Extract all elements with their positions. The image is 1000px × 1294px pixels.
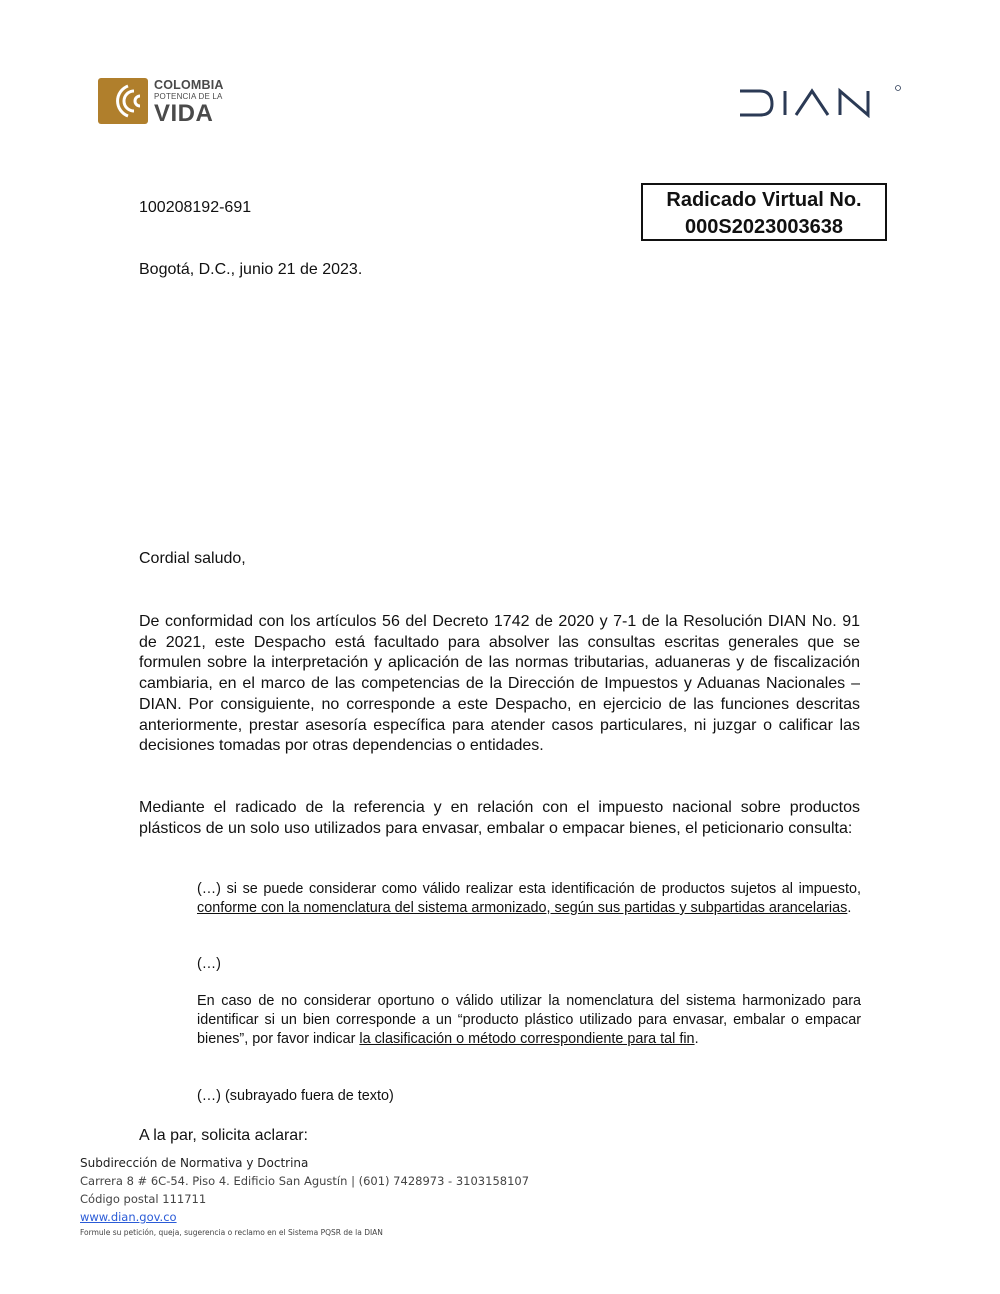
footer-address: Carrera 8 # 6C-54. Piso 4. Edificio San Agustín | (601) 7428973 - 3103158107 (80, 1174, 530, 1188)
logo-text-colombia: COLOMBIA (154, 78, 224, 92)
logo-text-vida: VIDA (154, 100, 214, 127)
quote-1-text: (…) si se puede considerar como válido realizar esta identificación de productos sujetos al impuesto, (197, 881, 861, 897)
logo-text-potencia: POTENCIA DE LA (154, 92, 223, 101)
quote-3-underlined: la clasificación o método correspondiente para tal fin (359, 1031, 695, 1047)
quote-3-text: En caso de no considerar oportuno o válido utilizar la nomenclatura del sistema harmonizado para identificar si un bien corresponde a un “producto plástico utilizado para envasar, embalar o empacar bienes”, por favor indicar (197, 993, 861, 1047)
quote-3-end: . (694, 1031, 699, 1047)
salutation: Cordial saludo, (139, 550, 246, 567)
footer-postal-code: Código postal 111711 (80, 1192, 207, 1206)
dian-logo (738, 84, 903, 118)
colombia-potencia-de-la-vida-logo (98, 76, 238, 128)
radicado-number: 000S2023003638 (685, 216, 843, 238)
paragraph-consultation: Mediante el radicado de la referencia y en relación con el impuesto nacional sobre productos plásticos de un solo uso utilizados para envasar, embalar o empacar bienes, el peticionario consulta: (139, 799, 860, 837)
closing-line: A la par, solicita aclarar: (139, 1127, 308, 1144)
quote-underline-note: (…) (subrayado fuera de texto) (197, 1088, 394, 1104)
radicado-label: Radicado Virtual No. (666, 189, 862, 211)
quote-1-underlined: conforme con la nomenclatura del sistema armonizado, según sus partidas y subpartidas arancelarias (197, 900, 848, 916)
paragraph-competence: De conformidad con los artículos 56 del Decreto 1742 de 2020 y 7-1 de la Resolución DIAN No. 91 de 2021, este Despacho está facultado para absolver las consultas escritas generales que se formulen sobre la interpretación y aplicación de las normas tributarias, aduaneras y de fiscalización cambiaria, en el marco de las competencias de la Dirección de Impuestos y Aduanas Nacionales – DIAN. Por consiguiente, no corresponde a este Despacho, en ejercicio de las funciones descritas anteriormente, prestar asesoría específica para atender casos particulares, ni juzgar o calificar las decisiones tomadas por otras dependencias o entidades. (139, 613, 860, 755)
footer-pqsr-note: Formule su petición, queja, sugerencia o reclamo en el Sistema PQSR de la DIAN (80, 1228, 383, 1237)
radicado-box (641, 183, 887, 241)
reference-number: 100208192-691 (139, 199, 252, 216)
date-line: Bogotá, D.C., junio 21 de 2023. (139, 261, 363, 278)
footer-website-link[interactable]: www.dian.gov.co (80, 1210, 177, 1224)
quote-1-end: . (847, 900, 852, 916)
footer (80, 1155, 529, 1239)
quote-ellipsis: (…) (197, 956, 221, 972)
quote-block-1 (197, 880, 861, 918)
footer-office: Subdirección de Normativa y Doctrina (80, 1156, 309, 1170)
quote-block-3 (197, 992, 861, 1049)
colombia-logo-mark-icon (98, 78, 148, 124)
